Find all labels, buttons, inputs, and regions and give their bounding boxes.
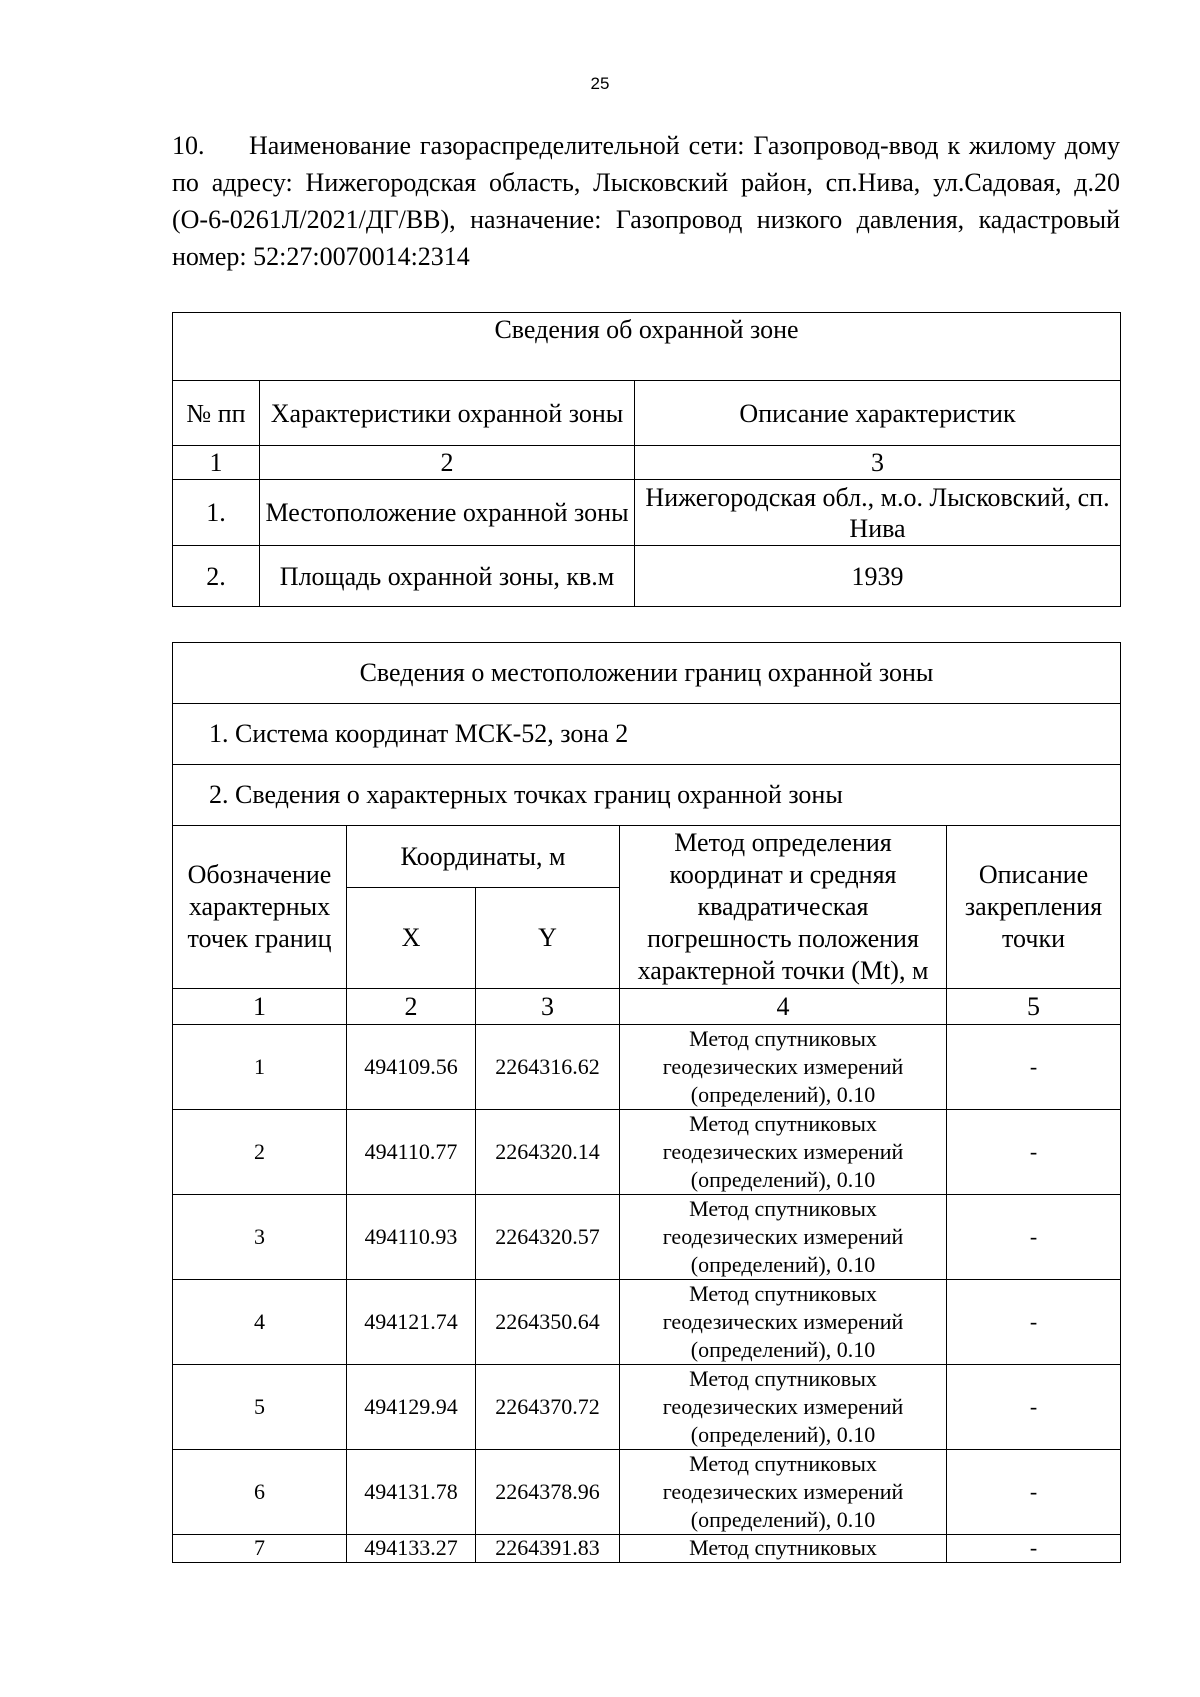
point-fixing: - — [947, 1195, 1121, 1280]
zone-table-title: Сведения об охранной зоне — [173, 313, 1121, 381]
table-row — [173, 1025, 1121, 1110]
point-method: Метод спутниковых геодезических измерений (определений), 0.10 — [620, 1025, 947, 1110]
zone-row-description: 1939 — [635, 546, 1121, 607]
point-id: 2 — [173, 1110, 347, 1195]
zone-header-characteristic: Характеристики охранной зоны — [260, 381, 635, 446]
point-id: 5 — [173, 1365, 347, 1450]
zone-index-cell: 1 — [173, 446, 260, 480]
point-method: Метод спутниковых геодезических измерений (определений), 0.10 — [620, 1450, 947, 1535]
point-y: 2264350.64 — [476, 1280, 620, 1365]
point-id: 3 — [173, 1195, 347, 1280]
point-fixing: - — [947, 1365, 1121, 1450]
point-y: 2264320.14 — [476, 1110, 620, 1195]
point-fixing: - — [947, 1110, 1121, 1195]
point-fixing: - — [947, 1450, 1121, 1535]
point-y: 2264320.57 — [476, 1195, 620, 1280]
point-fixing: - — [947, 1535, 1121, 1563]
zone-row-num: 2. — [173, 546, 260, 607]
table-row — [173, 480, 1121, 546]
protection-zone-table — [172, 312, 1121, 607]
zone-row-characteristic: Местоположение охранной зоны — [260, 480, 635, 546]
bounds-index-cell: 3 — [476, 989, 620, 1025]
bounds-index-cell: 2 — [347, 989, 476, 1025]
zone-row-num: 1. — [173, 480, 260, 546]
point-y: 2264391.83 — [476, 1535, 620, 1563]
bounds-index-cell: 1 — [173, 989, 347, 1025]
point-x: 494129.94 — [347, 1365, 476, 1450]
coordinate-system: 1. Система координат МСК-52, зона 2 — [173, 704, 1121, 765]
point-y: 2264378.96 — [476, 1450, 620, 1535]
header-coordinates: Координаты, м — [347, 826, 620, 888]
section-heading-text: Наименование газораспределительной сети: Газопровод-ввод к жилому дому по адресу: Нижегородская область, Лысковский район, сп.Нива, ул.Садовая, д.20 (О-6-0261Л/2021/ДГ/ВВ), назначение: Газопровод низкого давления, кадастровый номер: 52:27:0070014:2314 — [172, 131, 1120, 271]
header-x: X — [347, 888, 476, 989]
table-row — [173, 1110, 1121, 1195]
zone-index-cell: 3 — [635, 446, 1121, 480]
header-method: Метод определения координат и средняя квадратическая погрешность положения характерной точки (Mt), м — [620, 826, 947, 989]
header-designation: Обозначение характерных точек границ — [173, 826, 347, 989]
zone-header-num: № пп — [173, 381, 260, 446]
table-row — [173, 1535, 1121, 1563]
table-row — [173, 1195, 1121, 1280]
point-x: 494110.93 — [347, 1195, 476, 1280]
points-caption: 2. Сведения о характерных точках границ охранной зоны — [173, 765, 1121, 826]
bounds-index-cell: 4 — [620, 989, 947, 1025]
point-y: 2264316.62 — [476, 1025, 620, 1110]
bounds-index-cell: 5 — [947, 989, 1121, 1025]
point-id: 4 — [173, 1280, 347, 1365]
section-heading — [172, 127, 1120, 275]
point-method: Метод спутниковых геодезических измерений (определений), 0.10 — [620, 1280, 947, 1365]
point-id: 1 — [173, 1025, 347, 1110]
table-row — [173, 1450, 1121, 1535]
point-x: 494133.27 — [347, 1535, 476, 1563]
point-x: 494110.77 — [347, 1110, 476, 1195]
point-x: 494131.78 — [347, 1450, 476, 1535]
table-row — [173, 1280, 1121, 1365]
point-method: Метод спутниковых — [620, 1535, 947, 1563]
point-id: 6 — [173, 1450, 347, 1535]
section-number: 10. — [172, 131, 205, 160]
header-y: Y — [476, 888, 620, 989]
page-number: 25 — [590, 74, 610, 93]
zone-index-cell: 2 — [260, 446, 635, 480]
table-row — [173, 1365, 1121, 1450]
zone-row-description: Нижегородская обл., м.о. Лысковский, сп. Нива — [635, 480, 1121, 546]
point-fixing: - — [947, 1025, 1121, 1110]
zone-boundaries-table — [172, 642, 1121, 1563]
table-row — [173, 546, 1121, 607]
point-method: Метод спутниковых геодезических измерений (определений), 0.10 — [620, 1195, 947, 1280]
point-y: 2264370.72 — [476, 1365, 620, 1450]
point-fixing: - — [947, 1280, 1121, 1365]
point-x: 494109.56 — [347, 1025, 476, 1110]
zone-row-characteristic: Площадь охранной зоны, кв.м — [260, 546, 635, 607]
point-method: Метод спутниковых геодезических измерений (определений), 0.10 — [620, 1365, 947, 1450]
bounds-table-title: Сведения о местоположении границ охранной зоны — [173, 643, 1121, 704]
header-fixing: Описание закрепления точки — [947, 826, 1121, 989]
point-x: 494121.74 — [347, 1280, 476, 1365]
zone-header-description: Описание характеристик — [635, 381, 1121, 446]
point-id: 7 — [173, 1535, 347, 1563]
point-method: Метод спутниковых геодезических измерений (определений), 0.10 — [620, 1110, 947, 1195]
